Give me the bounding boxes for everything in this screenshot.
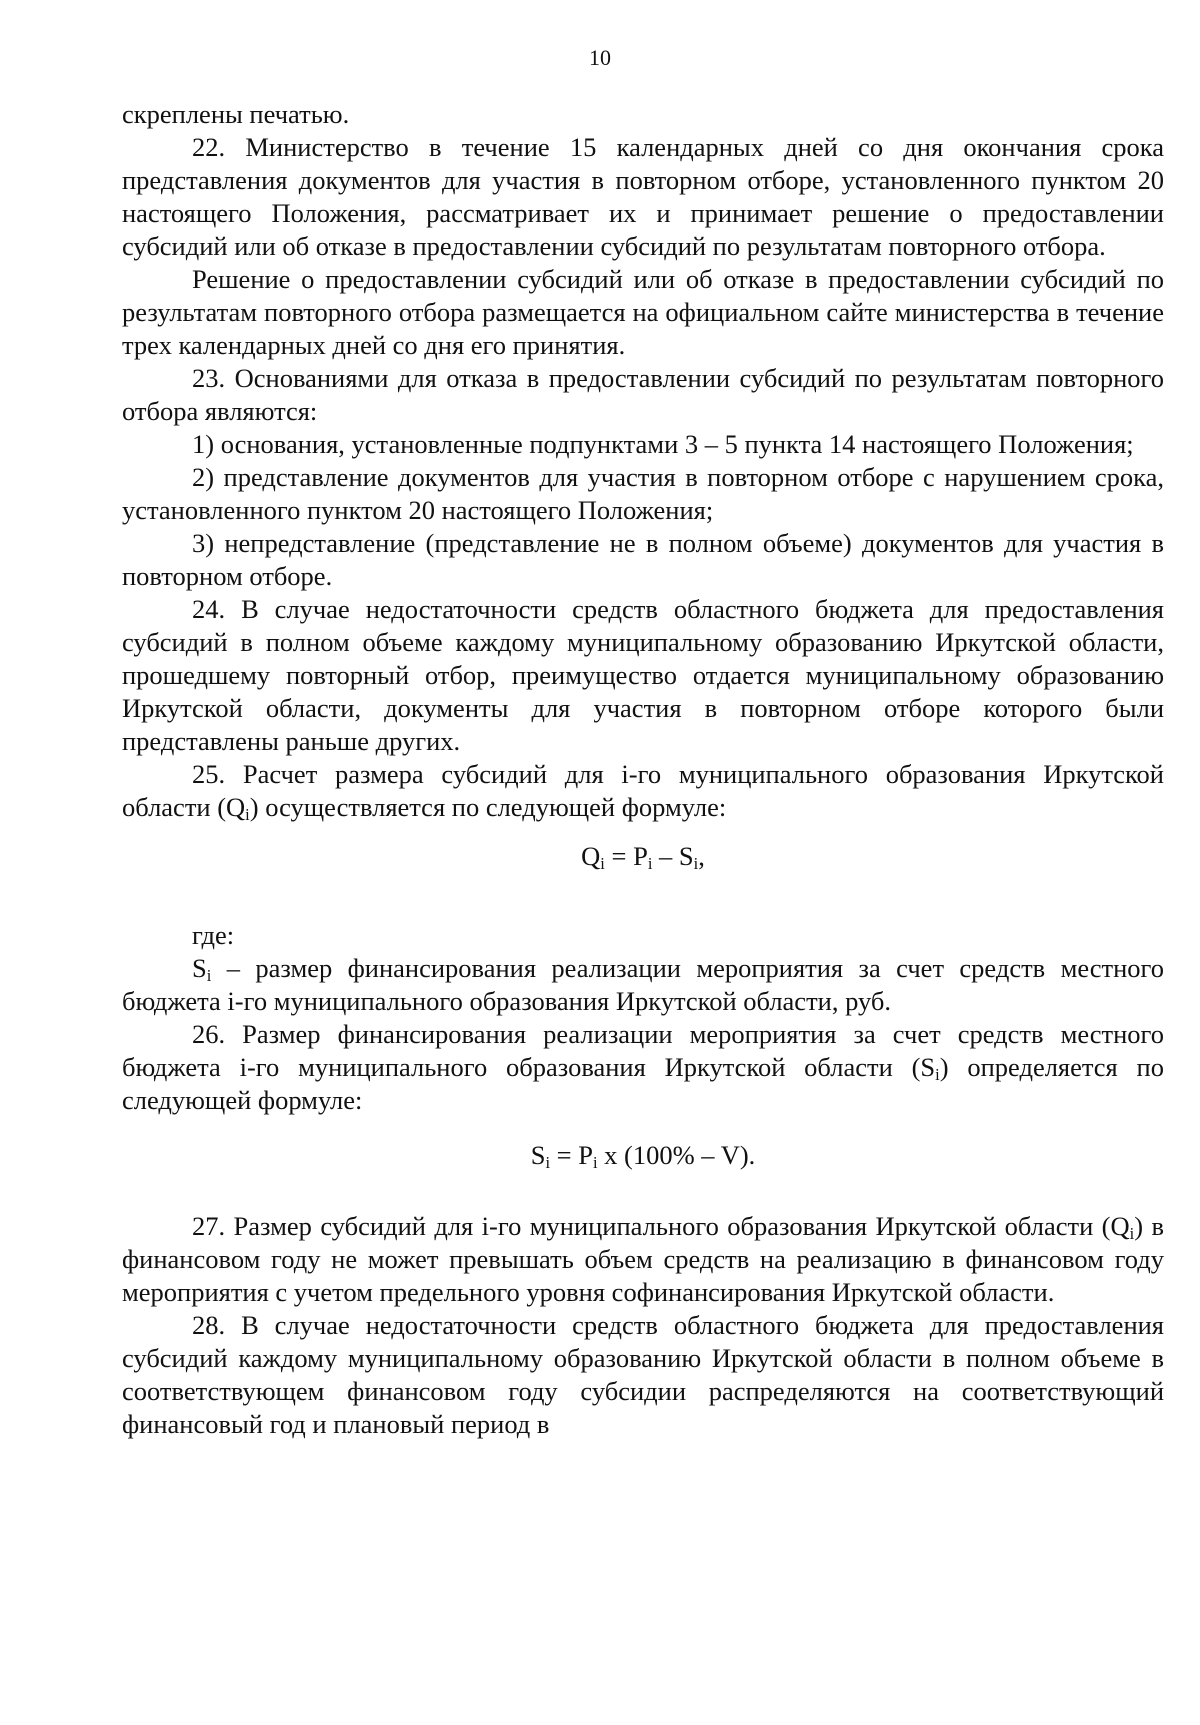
formula-s-var: S [530, 1140, 546, 1170]
s-definition-text: – размер финансирования реализации мероприятия за счет средств местного бюджета i-го муниципального образования Иркутской области, руб. [122, 953, 1164, 1016]
subscript-i: i [206, 966, 212, 986]
subscript-i: i [592, 1153, 598, 1173]
document-body [122, 98, 1164, 1441]
s-definition [122, 952, 1164, 1018]
paragraph-22: 22. Министерство в течение 15 календарных дней со дня окончания срока представления документов для участия в повторном отборе, установленного пунктом 20 настоящего Положения, рассматривает их и принимает решение о предоставлении субсидий или об отказе в предоставлении субсидий по результатам повторного отбора. [122, 132, 1164, 261]
formula-q-var: Q [581, 841, 601, 871]
paragraph-23-item-3: 3) непредставление (представление не в полном объеме) документов для участия в повторном отборе. [122, 528, 1164, 591]
paragraph-26-text-end: ) определяется по следующей формуле: [122, 1052, 1164, 1115]
paragraph-27-text-end: ) в финансовом году не может превышать объем средств на реализацию в финансовом году мероприятия с учетом предельного уровня софинансирования Иркутской области. [122, 1211, 1164, 1307]
s-definition-var: S [192, 953, 207, 983]
formula-q-end: , [698, 841, 705, 871]
paragraph-27-text: 27. Размер субсидий для i-го муниципального образования Иркутской области (Q [192, 1211, 1130, 1241]
subscript-i: i [545, 1153, 551, 1173]
formula-s-end: x (100% – V). [597, 1140, 756, 1170]
page-number: 10 [589, 45, 611, 70]
paragraph-26 [122, 1018, 1164, 1117]
formula-s-p: = P [550, 1140, 593, 1170]
formula-q [122, 840, 1164, 873]
paragraph-23: 23. Основаниями для отказа в предоставлении субсидий по результатам повторного отбора являются: [122, 363, 1164, 426]
paragraph-24: 24. В случае недостаточности средств областного бюджета для предоставления субсидий в полном объеме каждому муниципальному образованию Иркутской области, прошедшему повторный отбор, преимущество отдается муниципальному образованию Иркутской области, документы для участия в повторном отборе которого были представлены раньше других. [122, 594, 1164, 756]
subscript-i: i [647, 854, 653, 874]
paragraph-26-text: 26. Размер финансирования реализации мероприятия за счет средств местного бюджета i-го муниципального образования Иркутской области (S [122, 1019, 1164, 1082]
paragraph-22-decision: Решение о предоставлении субсидий или об отказе в предоставлении субсидий по результатам повторного отбора размещается на официальном сайте министерства в течение трех календарных дней со дня его принятия. [122, 264, 1164, 360]
formula-s [122, 1139, 1164, 1172]
formula-q-s: – S [652, 841, 694, 871]
paragraph-27 [122, 1210, 1164, 1309]
where-label: где: [192, 920, 235, 950]
subscript-i: i [935, 1065, 940, 1085]
subscript-i: i [1129, 1224, 1135, 1244]
subscript-i: i [600, 854, 605, 874]
paragraph-25-text: 25. Расчет размера субсидий для i-го муниципального образования Иркутской области (Q [122, 759, 1164, 822]
formula-q-p: = P [604, 841, 648, 871]
paragraph-25-text-end: ) осуществляется по следующей формуле: [249, 792, 727, 822]
subscript-i: i [693, 854, 699, 874]
paragraph-23-item-1: 1) основания, установленные подпунктами 3 – 5 пункта 14 настоящего Положения; [192, 429, 1134, 459]
paragraph-23-item-2: 2) представление документов для участия в повторном отборе с нарушением срока, установленного пунктом 20 настоящего Положения; [122, 462, 1164, 525]
paragraph-25 [122, 758, 1164, 824]
subscript-i: i [245, 805, 250, 825]
paragraph-continuation: скреплены печатью. [122, 99, 350, 129]
paragraph-28: 28. В случае недостаточности средств областного бюджета для предоставления субсидий каждому муниципальному образованию Иркутской области в полном объеме в соответствующем финансовом году субсидии распределяются на соответствующий финансовый год и плановый период в [122, 1310, 1164, 1439]
